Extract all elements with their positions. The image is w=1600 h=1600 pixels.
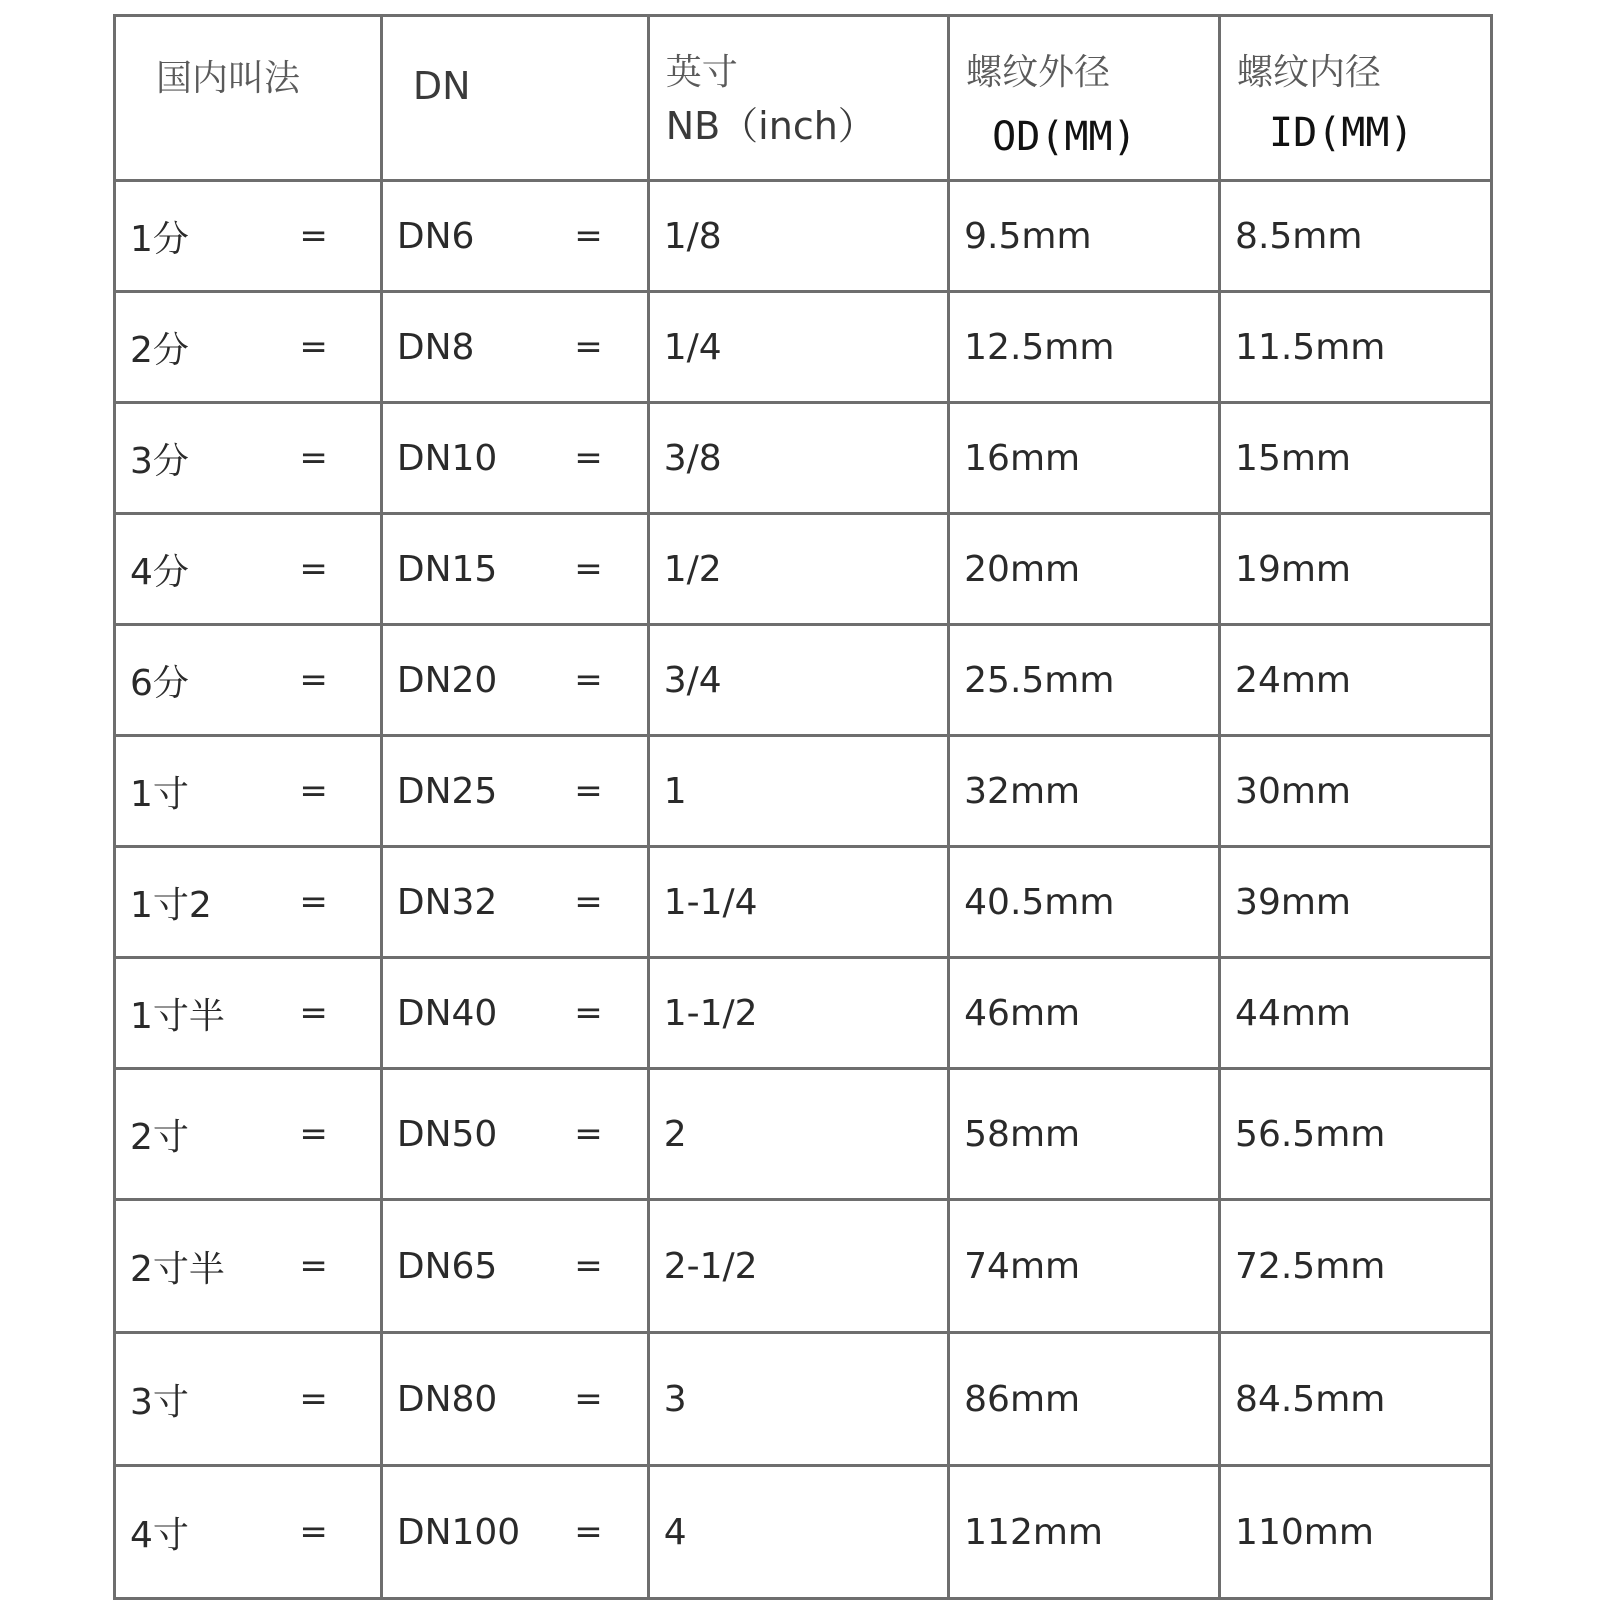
header-cell-id [1220,16,1492,181]
dn-value: DN50 [396,1113,498,1155]
dn-value: DN40 [396,992,498,1034]
cell-od [949,1069,1220,1200]
cell-local-name [115,181,382,292]
id-value: 56.5mm [1235,1113,1386,1155]
dn-value: DN80 [396,1378,498,1420]
cell-od [949,847,1220,958]
dn-value: DN6 [396,215,475,257]
equals-sign: = [299,438,328,478]
dn-value: DN8 [396,326,475,368]
header-id-cn: 螺纹内径 [1237,52,1382,93]
equals-sign: = [299,327,328,367]
equals-sign: = [299,1512,328,1552]
cell-inch [648,1466,948,1599]
cell-dn [381,292,648,403]
cell-od [949,1333,1220,1466]
cell-dn [381,514,648,625]
cell-inch [648,1069,948,1200]
equals-sign: = [299,549,328,589]
cell-local-name [115,403,382,514]
od-value: 58mm [964,1113,1081,1155]
od-value: 74mm [964,1245,1081,1287]
inch-value: 1/8 [663,215,722,257]
id-value: 11.5mm [1235,326,1386,368]
local-name-value: 4寸 [130,1514,189,1556]
inch-value: 2 [663,1113,687,1155]
cell-id [1220,1069,1492,1200]
cell-dn [381,625,648,736]
dn-value: DN32 [396,881,498,923]
inch-value: 1/4 [663,326,722,368]
cell-local-name [115,514,382,625]
equals-sign: = [299,882,328,922]
cell-dn [381,1466,648,1599]
cell-od [949,736,1220,847]
equals-sign: = [574,882,603,922]
inch-value: 3/8 [663,437,722,479]
header-id-mm: ID(MM) [1269,110,1414,156]
cell-id [1220,847,1492,958]
local-name-value: 2寸半 [130,1248,225,1290]
dn-value: DN25 [396,770,498,812]
cell-id [1220,514,1492,625]
cell-dn [381,1069,648,1200]
cell-local-name [115,292,382,403]
cell-local-name [115,625,382,736]
header-cell-od [949,16,1220,181]
id-value: 24mm [1235,659,1351,701]
dn-value: DN65 [396,1245,498,1287]
cell-inch [648,514,948,625]
local-name-value: 1分 [130,218,189,260]
od-value: 25.5mm [964,659,1115,701]
table-row [115,958,1492,1069]
table-row [115,1466,1492,1599]
cell-id [1220,1466,1492,1599]
cell-dn [381,1200,648,1333]
cell-inch [648,292,948,403]
id-value: 110mm [1235,1511,1374,1553]
cell-inch [648,403,948,514]
inch-value: 1/2 [663,548,722,590]
header-row [115,16,1492,181]
id-value: 8.5mm [1235,215,1363,257]
table-row [115,514,1492,625]
cell-dn [381,736,648,847]
header-dn: DN [412,64,471,108]
equals-sign: = [574,1379,603,1419]
local-name-value: 2分 [130,329,189,371]
od-value: 46mm [964,992,1081,1034]
cell-local-name [115,1333,382,1466]
equals-sign: = [299,993,328,1033]
dn-value: DN100 [396,1511,521,1553]
dn-value: DN10 [396,437,498,479]
cell-od [949,1466,1220,1599]
local-name-value: 1寸2 [130,884,212,926]
cell-od [949,292,1220,403]
cell-od [949,181,1220,292]
od-value: 20mm [964,548,1081,590]
equals-sign: = [299,1379,328,1419]
table-row [115,403,1492,514]
equals-sign: = [574,771,603,811]
pipe-size-table [113,14,1493,1600]
id-value: 19mm [1235,548,1351,590]
table-row [115,625,1492,736]
cell-inch [648,181,948,292]
cell-inch [648,958,948,1069]
cell-id [1220,1200,1492,1333]
local-name-value: 1寸 [130,773,189,815]
table-row [115,736,1492,847]
cell-inch [648,736,948,847]
id-value: 15mm [1235,437,1351,479]
equals-sign: = [299,1114,328,1154]
header-cell-dn [381,16,648,181]
dn-value: DN20 [396,659,498,701]
header-od-mm: OD(MM) [992,114,1137,160]
id-value: 30mm [1235,770,1351,812]
od-value: 12.5mm [964,326,1115,368]
equals-sign: = [574,1114,603,1154]
id-value: 84.5mm [1235,1378,1386,1420]
od-value: 112mm [964,1511,1103,1553]
local-name-value: 3寸 [130,1381,189,1423]
equals-sign: = [299,216,328,256]
cell-inch [648,625,948,736]
table-row [115,1333,1492,1466]
local-name-value: 1寸半 [130,995,225,1037]
table-row [115,292,1492,403]
cell-id [1220,958,1492,1069]
header-local-name: 国内叫法 [156,58,301,99]
cell-dn [381,403,648,514]
cell-od [949,1200,1220,1333]
cell-local-name [115,1200,382,1333]
id-value: 39mm [1235,881,1351,923]
cell-dn [381,847,648,958]
header-cell-local-name [115,16,382,181]
cell-id [1220,736,1492,847]
cell-dn [381,1333,648,1466]
dn-value: DN15 [396,548,498,590]
local-name-value: 2寸 [130,1116,189,1158]
cell-od [949,403,1220,514]
equals-sign: = [299,1246,328,1286]
cell-od [949,514,1220,625]
table-row [115,847,1492,958]
id-value: 72.5mm [1235,1245,1386,1287]
equals-sign: = [574,1246,603,1286]
od-value: 32mm [964,770,1081,812]
equals-sign: = [574,549,603,589]
inch-value: 4 [663,1511,687,1553]
cell-id [1220,403,1492,514]
inch-value: 3 [663,1378,687,1420]
cell-dn [381,181,648,292]
cell-id [1220,625,1492,736]
id-value: 44mm [1235,992,1351,1034]
cell-local-name [115,958,382,1069]
cell-od [949,958,1220,1069]
cell-id [1220,181,1492,292]
table-row [115,1069,1492,1200]
cell-inch [648,1200,948,1333]
local-name-value: 4分 [130,551,189,593]
header-od-cn: 螺纹外径 [966,52,1111,93]
cell-id [1220,1333,1492,1466]
equals-sign: = [574,993,603,1033]
inch-value: 3/4 [663,659,722,701]
cell-inch [648,1333,948,1466]
header-inch-cn: 英寸 [665,52,738,93]
local-name-value: 6分 [130,662,189,704]
equals-sign: = [299,660,328,700]
equals-sign: = [299,771,328,811]
od-value: 40.5mm [964,881,1115,923]
equals-sign: = [574,1512,603,1552]
cell-id [1220,292,1492,403]
inch-value: 2-1/2 [663,1245,758,1287]
equals-sign: = [574,660,603,700]
local-name-value: 3分 [130,440,189,482]
od-value: 9.5mm [964,215,1092,257]
inch-value: 1-1/2 [663,992,758,1034]
od-value: 16mm [964,437,1081,479]
cell-inch [648,847,948,958]
od-value: 86mm [964,1378,1081,1420]
cell-local-name [115,1069,382,1200]
equals-sign: = [574,216,603,256]
header-cell-inch [648,16,948,181]
inch-value: 1 [663,770,687,812]
cell-local-name [115,847,382,958]
cell-dn [381,958,648,1069]
equals-sign: = [574,327,603,367]
cell-local-name [115,736,382,847]
table-row [115,181,1492,292]
equals-sign: = [574,438,603,478]
inch-value: 1-1/4 [663,881,758,923]
table-row [115,1200,1492,1333]
cell-od [949,625,1220,736]
header-inch-nb: NB（inch） [665,104,876,148]
cell-local-name [115,1466,382,1599]
